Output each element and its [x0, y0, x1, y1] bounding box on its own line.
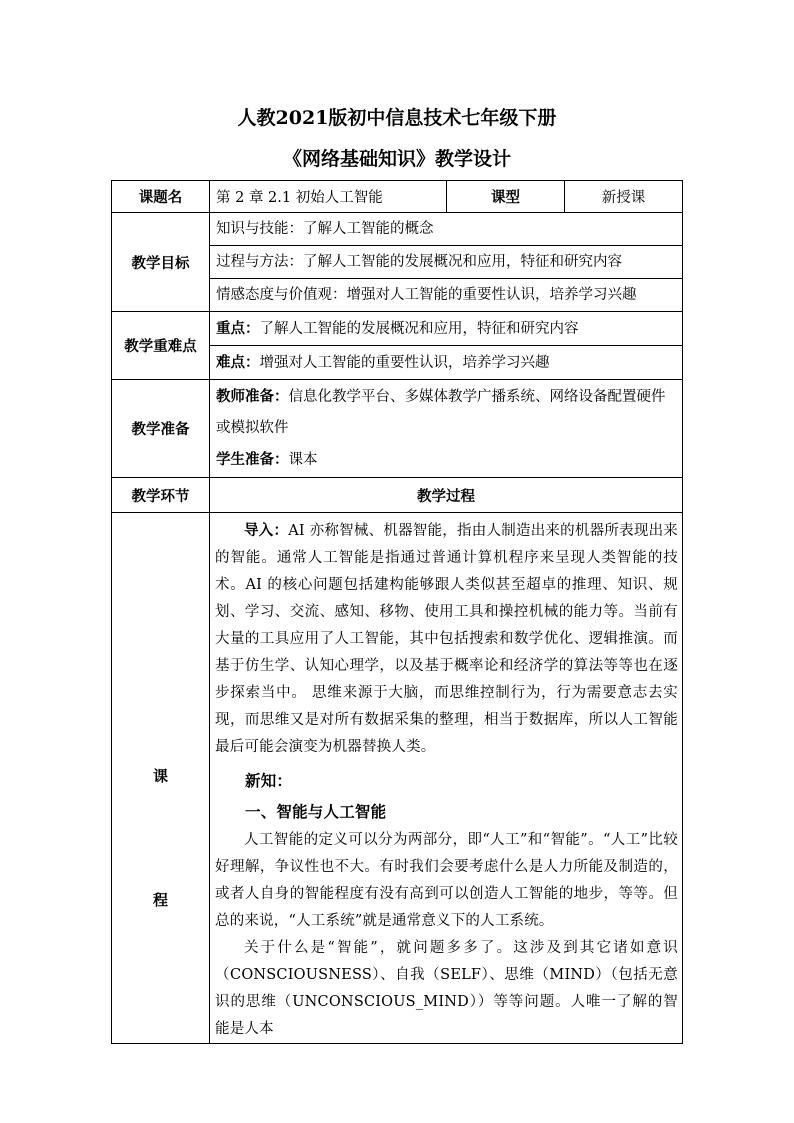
process-stage-label: 教学环节 — [112, 478, 210, 513]
process-left-column — [112, 513, 210, 1044]
goals-row — [112, 213, 683, 312]
preparation-row — [112, 380, 683, 478]
process-header-value: 教学过程 — [210, 478, 683, 513]
difficult-point-label: 难点： — [216, 354, 260, 371]
topic-label: 课题名 — [112, 181, 210, 213]
key-points-row — [112, 312, 683, 380]
goal-process: 过程与方法：了解人工智能的发展概况和应用，特征和研究内容 — [210, 246, 682, 279]
lesson-type-label: 课型 — [447, 181, 565, 213]
key-points-label: 教学重难点 — [112, 312, 210, 380]
topic-row — [112, 181, 683, 213]
process-header-row — [112, 478, 683, 513]
paragraph-1: 人工智能的定义可以分为两部分，即“人工”和“智能”。“人工”比较好理解，争议性也不大。有时我们会要考虑什么是人力所能及制造的，或者人自身的智能程度有没有高到可以创造人工智能的地步，等等。但总的来说，“人工系统”就是通常意义下的人工系统。 — [215, 832, 678, 929]
difficult-point-text: 增强对人工智能的重要性认识，培养学习兴趣 — [259, 355, 550, 371]
topic-value: 第 2 章 2.1 初始人工智能 — [210, 181, 447, 213]
goals-label: 教学目标 — [112, 213, 210, 312]
student-preparation-text: 课本 — [288, 452, 318, 468]
student-preparation-label: 学生准备： — [216, 451, 289, 468]
intro-paragraph — [215, 517, 678, 761]
new-knowledge-heading: 新知： — [245, 771, 293, 790]
key-point-label: 重点： — [216, 320, 260, 337]
key-point — [210, 312, 682, 346]
process-row — [112, 513, 683, 1044]
difficult-point — [210, 346, 682, 379]
teacher-preparation — [216, 381, 678, 444]
document-title: 人教2021版初中信息技术七年级下册 — [237, 107, 557, 129]
process-char-ke: 课 — [152, 767, 168, 785]
section-heading: 一、智能与人工智能 — [245, 802, 387, 821]
student-preparation — [216, 444, 678, 476]
lesson-plan-table — [111, 180, 683, 1044]
document-subtitle: 《网络基础知识》教学设计 — [282, 148, 511, 170]
goal-attitude: 情感态度与价值观：增强对人工智能的重要性认识，培养学习兴趣 — [216, 287, 637, 303]
process-char-cheng: 程 — [152, 891, 168, 909]
preparation-label: 教学准备 — [112, 380, 210, 478]
intro-label: 导入： — [244, 522, 289, 539]
intro-text: AI 亦称智械、机器智能，指由人制造出来的机器所表现出来的智能。通常人工智能是指通过普通计算机程序来呈现人类智能的技术。AI 的核心问题包括建构能够跟人类似甚至超卓的推理、知识、规划、学习、交流、感知、移物、使用工具和操控机械的能力等。当前有大量的工具应用了人工智能，其中包括搜索和数学优化、逻辑推演。而基于仿生学、认知心理学，以及基于概率论和经济学的算法等等也在逐步探索当中。 思维来源于大脑，而思维控制行为，行为需要意志去实现，而思维又是对所有数据采集的整理，相当于数据库，所以人工智能最后可能会演变为机器替换人类。 — [215, 523, 679, 755]
teacher-preparation-label: 教师准备： — [216, 388, 289, 405]
goal-knowledge: 知识与技能：了解人工智能的概念 — [210, 213, 682, 246]
process-content — [210, 513, 683, 1044]
paragraph-2: 关于什么是“智能”，就问题多多了。这涉及到其它诸如意识（CONSCIOUSNESS）、自我（SELF）、思维（MIND）（包括无意识的思维（UNCONSCIOUS_MIND））等等问题。人唯一了解的智能是人本 — [215, 940, 678, 1037]
teacher-preparation-text: 信息化教学平台、多媒体教学广播系统、网络设备配置硬件或模拟软件 — [216, 389, 666, 436]
lesson-type-value: 新授课 — [565, 181, 683, 213]
key-point-text: 了解人工智能的发展概况和应用，特征和研究内容 — [259, 321, 579, 337]
